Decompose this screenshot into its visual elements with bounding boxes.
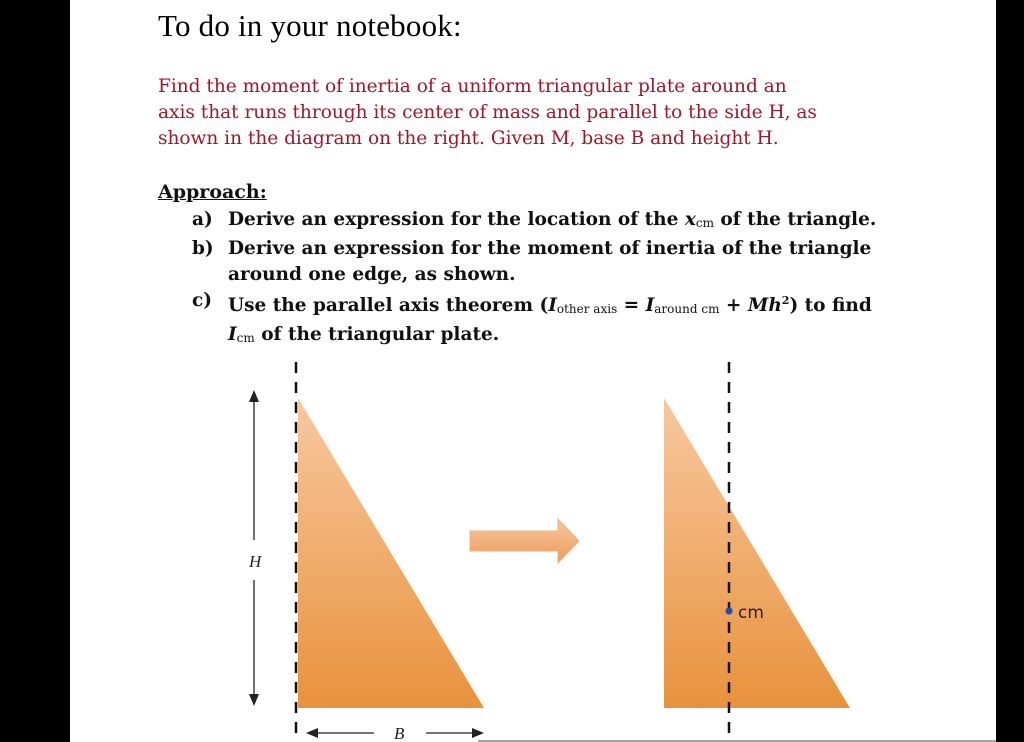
step-marker: c) — [192, 290, 213, 311]
i-symbol: I — [548, 295, 557, 316]
step-marker: b) — [192, 238, 214, 259]
step-text: Use the parallel axis theorem ( — [228, 295, 549, 316]
subscript-around-cm: around cm — [654, 302, 720, 316]
height-dimension — [248, 390, 263, 706]
problem-line-2: axis that runs through its center of mass and parallel to the side H, as — [158, 102, 817, 123]
slide — [70, 0, 996, 742]
step-text-line-2: around one edge, as shown. — [228, 264, 516, 285]
left-triangle — [298, 398, 484, 708]
step-text: of the triangle. — [713, 209, 877, 230]
subscript-other-axis: other axis — [556, 302, 618, 316]
arrow-up-icon — [249, 390, 259, 402]
step-text-line-1: Derive an expression for the moment of inertia of the triangle — [228, 238, 872, 259]
height-label: H — [249, 552, 262, 571]
plus: + — [719, 295, 748, 316]
arrow-right-icon — [472, 728, 484, 738]
arrow-down-icon — [249, 694, 259, 706]
right-letterbox — [996, 0, 1024, 742]
left-letterbox — [0, 0, 70, 742]
i-symbol: I — [228, 324, 237, 345]
base-dimension — [306, 724, 484, 742]
equals: = — [617, 295, 646, 316]
cm-subscript: cm — [695, 216, 714, 230]
step-text: of the triangular plate. — [254, 324, 500, 345]
transition-arrow-icon — [470, 519, 579, 563]
approach-heading: Approach: — [158, 181, 267, 203]
problem-line-1: Find the moment of inertia of a uniform triangular plate around an — [158, 76, 787, 97]
page-title: To do in your notebook: — [158, 8, 462, 43]
right-triangle — [664, 398, 850, 708]
base-label: B — [394, 724, 405, 742]
step-marker: a) — [192, 209, 213, 230]
problem-line-3: shown in the diagram on the right. Given M, base B and height H. — [158, 128, 779, 149]
x-variable: x — [684, 209, 696, 230]
center-of-mass-dot — [725, 607, 732, 614]
mh-term: Mh — [747, 295, 782, 316]
arrow-left-icon — [306, 728, 318, 738]
cm-label: cm — [738, 603, 764, 623]
squared-superscript: 2 — [781, 294, 790, 307]
i-symbol: I — [645, 295, 655, 316]
subscript-cm: cm — [236, 331, 255, 345]
triangle-diagram — [70, 0, 996, 742]
step-text: ) to find — [789, 295, 872, 316]
step-text: Derive an expression for the location of the — [228, 209, 685, 230]
